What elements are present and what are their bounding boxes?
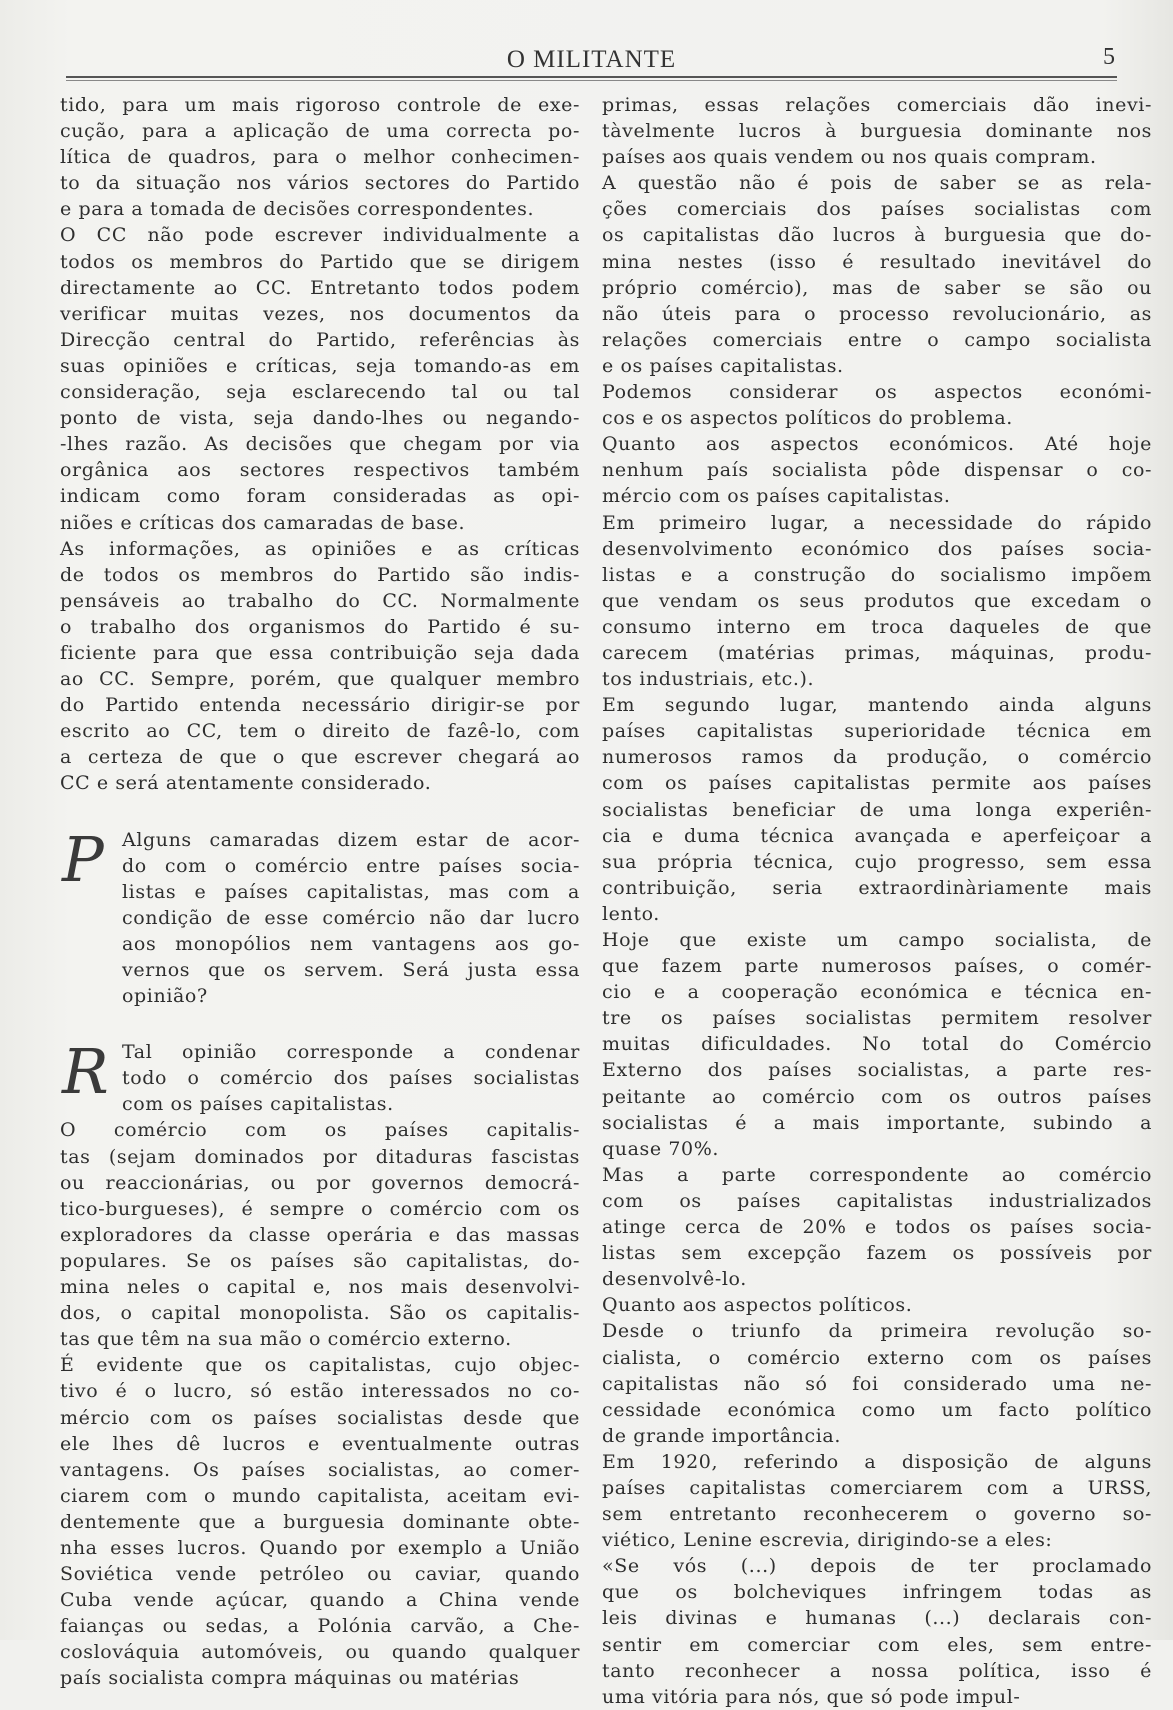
text-line: dentemente que a burguesia dominante obte- <box>60 1510 580 1533</box>
question-block <box>60 822 580 1010</box>
text-line: leis divinas e humanas (...) declarais con- <box>602 1607 1152 1630</box>
text-line: consumo interno em troca daqueles de que <box>602 615 1152 638</box>
page-number: 5 <box>1103 44 1115 70</box>
text-line: quase 70%. <box>602 1137 720 1160</box>
text-line: relações comerciais entre o campo socialista <box>602 328 1152 351</box>
text-line: países capitalistas superioridade técnica em <box>602 720 1152 743</box>
text-line: mina neles o capital e, nos mais desenvolvi- <box>60 1276 580 1299</box>
text-line: tas (sejam dominados por ditaduras fascistas <box>60 1145 580 1168</box>
text-line: tre os países socialistas permitem resolver <box>602 1007 1152 1030</box>
text-line: coslováquia automóveis, ou quando qualquer <box>60 1641 580 1664</box>
text-line: contribuição, seria extraordinàriamente mais <box>602 876 1152 899</box>
text-line: que fazem parte numerosos países, o comér- <box>602 955 1152 978</box>
text-line: vernos que os servem. Será justa essa <box>122 959 580 981</box>
text-line: condição de esse comércio não dar lucro <box>122 906 580 929</box>
text-line: Soviética vende petróleo ou caviar, quando <box>60 1563 580 1586</box>
text-line: pensáveis ao trabalho do CC. Normalmente <box>60 589 580 612</box>
text-line: com os países capitalistas. <box>122 1093 394 1116</box>
text-line: socialistas beneficiar de uma longa experiên- <box>602 798 1152 821</box>
answer-block <box>60 1035 580 1117</box>
text-line: capitalistas não só foi considerado uma ne- <box>602 1372 1152 1395</box>
text-line: Hoje que existe um campo socialista, de <box>602 929 1152 951</box>
text-line: vantagens. Os países socialistas, ao comer- <box>60 1458 580 1481</box>
text-line: lento. <box>602 902 660 925</box>
text-line: dos, o capital monopolista. São os capitalis- <box>60 1302 580 1325</box>
text-line: viético, Lenine escrevia, dirigindo-se a eles: <box>602 1529 1053 1552</box>
text-line: cos e os aspectos políticos do problema. <box>602 407 1013 430</box>
right-paragraphs <box>602 92 1152 1710</box>
text-line: nenhum país socialista pôde dispensar o co- <box>602 459 1152 482</box>
left-paragraphs-b <box>60 1117 580 1691</box>
text-line: desenvolvimento económico dos países socia- <box>602 537 1152 560</box>
text-line: tas que têm na sua mão o comércio externo. <box>60 1328 512 1351</box>
text-line: uma vitória para nós, que só pode impul- <box>602 1685 1021 1708</box>
text-line: numerosos ramos da produção, o comércio <box>602 746 1152 769</box>
text-line: faianças ou sedas, a Polónia carvão, a Che- <box>60 1615 580 1638</box>
text-line: to da situação nos vários sectores do Partido <box>60 172 580 195</box>
text-line: cia e duma técnica avançada e aperfeiçoar a <box>602 824 1152 847</box>
text-line: verificar muitas vezes, nos documentos da <box>60 302 580 325</box>
text-line: ciarem com o mundo capitalista, aceitam evi- <box>60 1484 580 1507</box>
text-line: aos monopólios nem vantagens aos go- <box>122 932 580 955</box>
text-line: É evidente que os capitalistas, cujo objec- <box>60 1354 580 1377</box>
text-line: suas opiniões e críticas, seja tomando-as em <box>60 354 580 377</box>
text-line: cução, para a aplicação de uma correcta po- <box>60 120 580 143</box>
text-line: próprio comércio), mas de saber se são ou <box>602 276 1152 299</box>
text-line: e os países capitalistas. <box>602 354 844 377</box>
left-paragraphs-a <box>60 92 580 797</box>
text-line: carecem (matérias primas, máquinas, produ- <box>602 641 1152 664</box>
text-line: CC e será atentamente considerado. <box>60 772 432 795</box>
text-line: A questão não é pois de saber se as rela- <box>602 172 1152 195</box>
text-line: ponto de vista, seja dando-lhes ou negando- <box>60 407 580 430</box>
text-line: primas, essas relações comerciais dão inevi- <box>602 94 1152 116</box>
left-column <box>60 92 580 1690</box>
text-line: Tal opinião corresponde a condenar <box>122 1041 580 1064</box>
text-line: países capitalistas comerciarem com a URSS, <box>602 1476 1152 1499</box>
text-line: listas e países capitalistas, mas com a <box>122 880 580 903</box>
text-line: atinge cerca de 20% e todos os países socia- <box>602 1216 1152 1239</box>
text-line: ele lhes dê lucros e eventualmente outras <box>60 1432 580 1455</box>
text-line: do Partido entenda necessário dirigir-se por <box>60 694 580 717</box>
text-line: cessidade económica como um facto político <box>602 1398 1152 1421</box>
text-line: listas e a construção do socialismo impõem <box>602 563 1152 586</box>
text-line: de grande importância. <box>602 1424 841 1447</box>
text-line: Cuba vende açúcar, quando a China vende <box>60 1589 580 1612</box>
header-rule-thin <box>66 80 1117 81</box>
text-line: o trabalho dos organismos do Partido é su- <box>60 615 580 638</box>
text-line: tos industriais, etc.). <box>602 668 815 691</box>
text-line: directamente ao CC. Entretanto todos podem <box>60 276 580 299</box>
text-line: tivo é o lucro, só estão interessados no co- <box>60 1380 580 1403</box>
text-line: populares. Se os países são capitalistas, do- <box>60 1249 580 1272</box>
text-line: os capitalistas dão lucros à burguesia que do- <box>602 224 1152 247</box>
text-line: tido, para um mais rigoroso controle de exe- <box>60 94 580 116</box>
text-line: consideração, seja esclarecendo tal ou tal <box>60 381 580 404</box>
text-line: exploradores da classe operária e das massas <box>60 1223 580 1246</box>
text-line: Desde o triunfo da primeira revolução so- <box>602 1320 1152 1343</box>
text-line: tico-burgueses), é sempre o comércio com os <box>60 1197 580 1220</box>
text-line: indicam como foram consideradas as opi- <box>60 485 580 508</box>
text-line: «Se vós (...) depois de ter proclamado <box>602 1555 1152 1578</box>
text-line: sem entretanto reconhecerem o governo so- <box>602 1503 1152 1526</box>
text-line: Mas a parte correspondente ao comércio <box>602 1163 1152 1186</box>
text-line: e para a tomada de decisões correspondentes. <box>60 198 535 221</box>
text-line: mina nestes (isso é resultado inevitável do <box>602 250 1152 273</box>
answer-text <box>60 1035 580 1117</box>
question-dropcap: P <box>62 822 104 896</box>
text-line: peitante ao comércio com os outros países <box>602 1085 1152 1108</box>
text-line: todo o comércio dos países socialistas <box>122 1067 580 1090</box>
page-header <box>66 42 1117 82</box>
answer-dropcap: R <box>62 1035 109 1109</box>
text-line: que os bolcheviques infringem todas as <box>602 1581 1152 1604</box>
text-line: Em segundo lugar, mantendo ainda alguns <box>602 694 1152 717</box>
text-line: lítica de quadros, para o melhor conhecimen- <box>60 146 580 169</box>
text-line: mércio com os países socialistas desde que <box>60 1406 580 1429</box>
text-line: que vendam os seus produtos que excedam o <box>602 589 1152 612</box>
text-line: opinião? <box>122 985 208 1008</box>
text-line: socialistas é a mais importante, subindo a <box>602 1111 1152 1134</box>
text-line: As informações, as opiniões e as críticas <box>60 537 580 560</box>
text-line: O CC não pode escrever individualmente a <box>60 224 580 247</box>
text-line: Em primeiro lugar, a necessidade do rápido <box>602 511 1152 534</box>
text-line: sentir em comerciar com eles, sem entre- <box>602 1633 1152 1656</box>
text-line: ficiente para que essa contribuição seja dada <box>60 641 580 664</box>
text-line: niões e críticas dos camaradas de base. <box>60 511 466 534</box>
text-line: tàvelmente lucros à burguesia dominante nos <box>602 120 1152 143</box>
question-text <box>60 822 580 1010</box>
text-line: com os países capitalistas industrializados <box>602 1189 1152 1212</box>
text-line: desenvolvê-lo. <box>602 1268 747 1291</box>
text-line: de todos os membros do Partido são indis- <box>60 563 580 586</box>
text-line: a certeza de que o que escrever chegará ao <box>60 746 580 769</box>
text-line: escrito ao CC, tem o direito de fazê-lo, com <box>60 720 580 743</box>
text-line: listas sem excepção fazem os possíveis por <box>602 1242 1152 1265</box>
text-line: com os países capitalistas permite aos países <box>602 772 1152 795</box>
text-line: ou reaccionárias, ou por governos democrá- <box>60 1171 580 1194</box>
right-column <box>602 92 1152 1708</box>
text-line: países aos quais vendem ou nos quais compram. <box>602 146 1097 169</box>
text-line: orgânica aos sectores respectivos também <box>60 459 580 482</box>
text-line: cio e a cooperação económica e técnica en- <box>602 981 1152 1004</box>
text-line: tanto reconhecer a nossa política, isso é <box>602 1659 1152 1682</box>
text-line: muitas dificuldades. No total do Comércio <box>602 1033 1152 1056</box>
text-line: -lhes razão. As decisões que chegam por via <box>60 433 580 456</box>
text-line: Externo dos países socialistas, a parte res- <box>602 1059 1152 1082</box>
text-line: Quanto aos aspectos políticos. <box>602 1294 913 1317</box>
text-line: sua própria técnica, cujo progresso, sem essa <box>602 850 1152 873</box>
text-line: Direcção central do Partido, referências às <box>60 328 580 351</box>
text-line: todos os membros do Partido que se dirigem <box>60 250 580 273</box>
text-line: nha esses lucros. Quando por exemplo a União <box>60 1536 580 1559</box>
text-line: país socialista compra máquinas ou matérias <box>60 1667 520 1690</box>
text-line: Em 1920, referindo a disposição de alguns <box>602 1450 1152 1473</box>
text-line: não úteis para o processo revolucionário, as <box>602 302 1152 325</box>
header-rule <box>66 76 1117 78</box>
text-line: do com o comércio entre países socia- <box>122 854 580 877</box>
text-line: mércio com os países capitalistas. <box>602 485 951 508</box>
text-line: Quanto aos aspectos económicos. Até hoje <box>602 433 1152 456</box>
text-line: Podemos considerar os aspectos económi- <box>602 381 1152 404</box>
text-line: ao CC. Sempre, porém, que qualquer membro <box>60 668 580 691</box>
text-line: ções comerciais dos países socialistas com <box>602 198 1152 221</box>
text-line: Alguns camaradas dizem estar de acor- <box>122 828 580 851</box>
publication-title: O MILITANTE <box>506 46 677 73</box>
text-line: cialista, o comércio externo com os países <box>602 1346 1152 1369</box>
text-line: O comércio com os países capitalis- <box>60 1119 580 1142</box>
